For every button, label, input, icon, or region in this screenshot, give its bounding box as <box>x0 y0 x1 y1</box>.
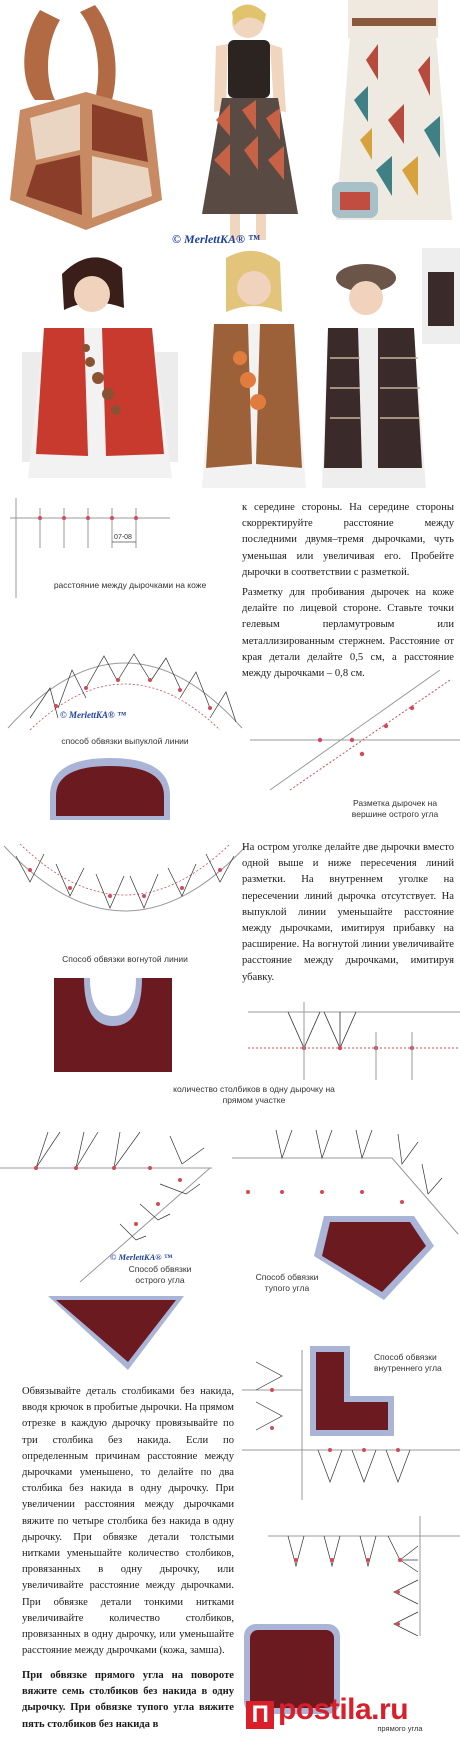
sample-convex-piece <box>46 756 174 824</box>
diagram-acute-angle <box>0 1124 212 1284</box>
caption-measure: 07-08 <box>114 534 132 541</box>
caption-obtuse-angle: Способ обвязки тупого угла <box>255 1272 319 1293</box>
caption-right-angle: прямого угла <box>377 1724 423 1733</box>
postila-logo-icon: П <box>246 1701 274 1729</box>
photo-patchwork-bag <box>0 0 172 240</box>
diagram-straight-section <box>248 1002 460 1080</box>
photo-brown-vest <box>196 248 312 496</box>
caption-straight-section: количество столбиков в одну дырочку на прямом участке <box>173 1084 335 1105</box>
photo-model-skirt <box>326 0 460 240</box>
copyright-mark-diagram: © MerlettKA® ™ <box>60 710 126 720</box>
copyright-mark-acute: © MerlettKA® ™ <box>110 1252 173 1262</box>
caption-acute-marking: Разметка дырочек на вершине острого угла <box>351 798 439 819</box>
diagram-convex-line <box>0 618 250 738</box>
photo-plaid-vest <box>322 248 460 496</box>
caption-acute-angle: Способ обвязки острого угла <box>128 1264 192 1285</box>
diagram-acute-marking <box>250 670 460 810</box>
article-paragraph-5: При обвязке прямого угла на повороте вяжите семь столбиков без накида в одну дырочку. При обвязке тупого угла вяжите пять столбиков без накида в <box>22 1670 234 1730</box>
article-paragraph-3: На остром уголке делайте две дырочки вместо одной выше и ниже пересечения линий разметки. На внутреннем уголке на пересечении линий дырочка отсутствует. На выпуклой линии уменьшайте расстояние между дырочками, имитируя прибавку на расширение. На вогнутой линии увеличивайте расстояние между дырочками, имитируя убавку. <box>242 842 454 983</box>
diagram-right-angle <box>268 1516 460 1636</box>
diagram-inner-angle <box>242 1350 460 1500</box>
caption-convex-line: способ обвязки выпуклой линии <box>61 736 189 746</box>
caption-concave-line: Способ обвязки вогнутой линии <box>62 954 188 964</box>
diagram-concave-line <box>0 836 250 946</box>
article-paragraph-4: Обвязывайте деталь столбиками без накида, вводя крючок в пробитые дырочки. На прямом отрезке в каждую дырочку провязывайте по три столбика без накида. Если по определенным причинам расстояние между дырочками уменьшено, то делайте по два столбика без накида в одну дырочку. При увеличении расстояния между дырочками вяжите по четыре столбика без накида в одну дырочку. При обвязке детали толстыми нитками уменьшайте количество столбиков, провязанных в одну дырочку, или увеличивайте расстояние между дырочками. При обвязке детали тонкими нитками увеличивайте количество столбиков, провязанных в одну дырочку, или уменьшайте расстояние между дырочками (кожа, замша). <box>22 1386 234 1657</box>
postila-logo-text: postila.ru <box>278 1693 409 1726</box>
caption-hole-distance: расстояние между дырочками на коже <box>53 580 207 590</box>
caption-inner-angle: Способ обвязки внутреннего угла <box>374 1352 442 1373</box>
sample-concave-piece <box>54 978 172 1072</box>
photo-model-dress <box>186 0 314 240</box>
article-paragraph-2: Разметку для пробивания дырочек на коже делайте по лицевой стороне. Ставьте точки гелевым перламутровым или металлизированным стержнем. Расстояние от края детали делайте 0,5 см, а расстояние между дырочками – 0,8 см. <box>242 587 454 680</box>
sample-acute-piece <box>48 1296 184 1370</box>
article-paragraph-1: к середине стороны. На середине стороны скорректируйте расстояние между последними двумя–тремя дырочками, чуть уменьшая или увеличивая его. Пробейте дырочки в соответствии с разметкой. <box>242 502 454 578</box>
sample-obtuse-piece <box>314 1216 434 1300</box>
copyright-mark-top: © MerlettKA® ™ <box>172 232 260 246</box>
postila-watermark <box>246 1693 408 1729</box>
photo-red-vest <box>22 248 178 496</box>
diagram-hole-distance <box>0 498 250 608</box>
